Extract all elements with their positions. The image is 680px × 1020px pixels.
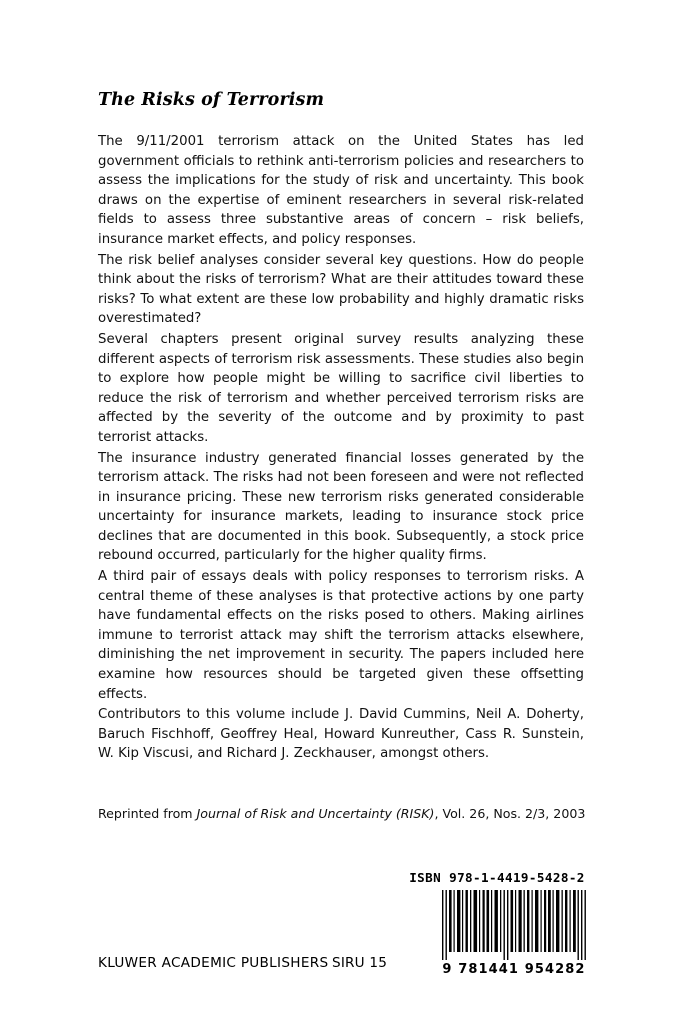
- publisher-name: KLUWER ACADEMIC PUBLISHERS: [98, 955, 329, 971]
- blurb-paragraph: Contributors to this volume include J. David Cummins, Neil A. Doherty, Baruch Fischhoff, Geoffrey Heal, Howard Kunreuther, Cass R. Sunstein, W. Kip Viscusi, and Richard J. Zeckhauser, amongst others.: [98, 707, 584, 762]
- blurb-text: [98, 132, 584, 764]
- reprint-notice: [98, 806, 598, 822]
- blurb-paragraph: The insurance industry generated financial losses generated by the terrorism attack. The risks had not been foreseen and were not reflected in insurance pricing. These new terrorism risks generated considerable uncertainty for insurance markets, leading to insurance stock price declines that are documented in this book. Subsequently, a stock price rebound occurred, particularly for the higher quality firms.: [98, 450, 584, 564]
- reprint-prefix: Reprinted from: [98, 806, 197, 821]
- reprint-journal: Journal of Risk and Uncertainty (RISK): [196, 806, 435, 821]
- page-title: The Risks of Terrorism: [98, 90, 325, 110]
- blurb-paragraph: Several chapters present original survey results analyzing these different aspects of terrorism risk assessments. These studies also begin to explore how people might be willing to sacrifice civil liberties to reduce the risk of terrorism and whether perceived terrorism risks are affected by the severity of the outcome and by proximity to past terrorist attacks.: [98, 331, 584, 445]
- barcode-image: [440, 890, 588, 960]
- barcode-digits: 9 781441 954282: [442, 962, 586, 977]
- reprint-suffix: , Vol. 26, Nos. 2/3, 2003: [434, 806, 586, 821]
- barcode: [440, 890, 588, 977]
- blurb-paragraph: A third pair of essays deals with policy responses to terrorism risks. A central theme of these analyses is that protective actions by one party have fundamental effects on the risks posed to others. Making airlines immune to terrorist attack may shift the terrorism attacks elsewhere, diminishing the net improvement in security. The papers included here examine how resources should be targeted given these offsetting effects.: [98, 569, 584, 702]
- series-code: SIRU 15: [332, 955, 388, 971]
- cover-content: [98, 90, 584, 764]
- blurb-paragraph: The 9/11/2001 terrorism attack on the United States has led government officials to rethink anti-terrorism policies and researchers to assess the implications for the study of risk and uncertainty. This book draws on the expertise of eminent researchers in several risk-related fields to assess three substantive areas of concern – risk beliefs, insurance market effects, and policy responses.: [98, 134, 584, 247]
- isbn-label: ISBN 978-1-4419-5428-2: [409, 870, 585, 885]
- blurb-paragraph: The risk belief analyses consider several key questions. How do people think about the risks of terrorism? What are their attitudes toward these risks? To what extent are these low probability and highly dramatic risks overestimated?: [98, 252, 584, 327]
